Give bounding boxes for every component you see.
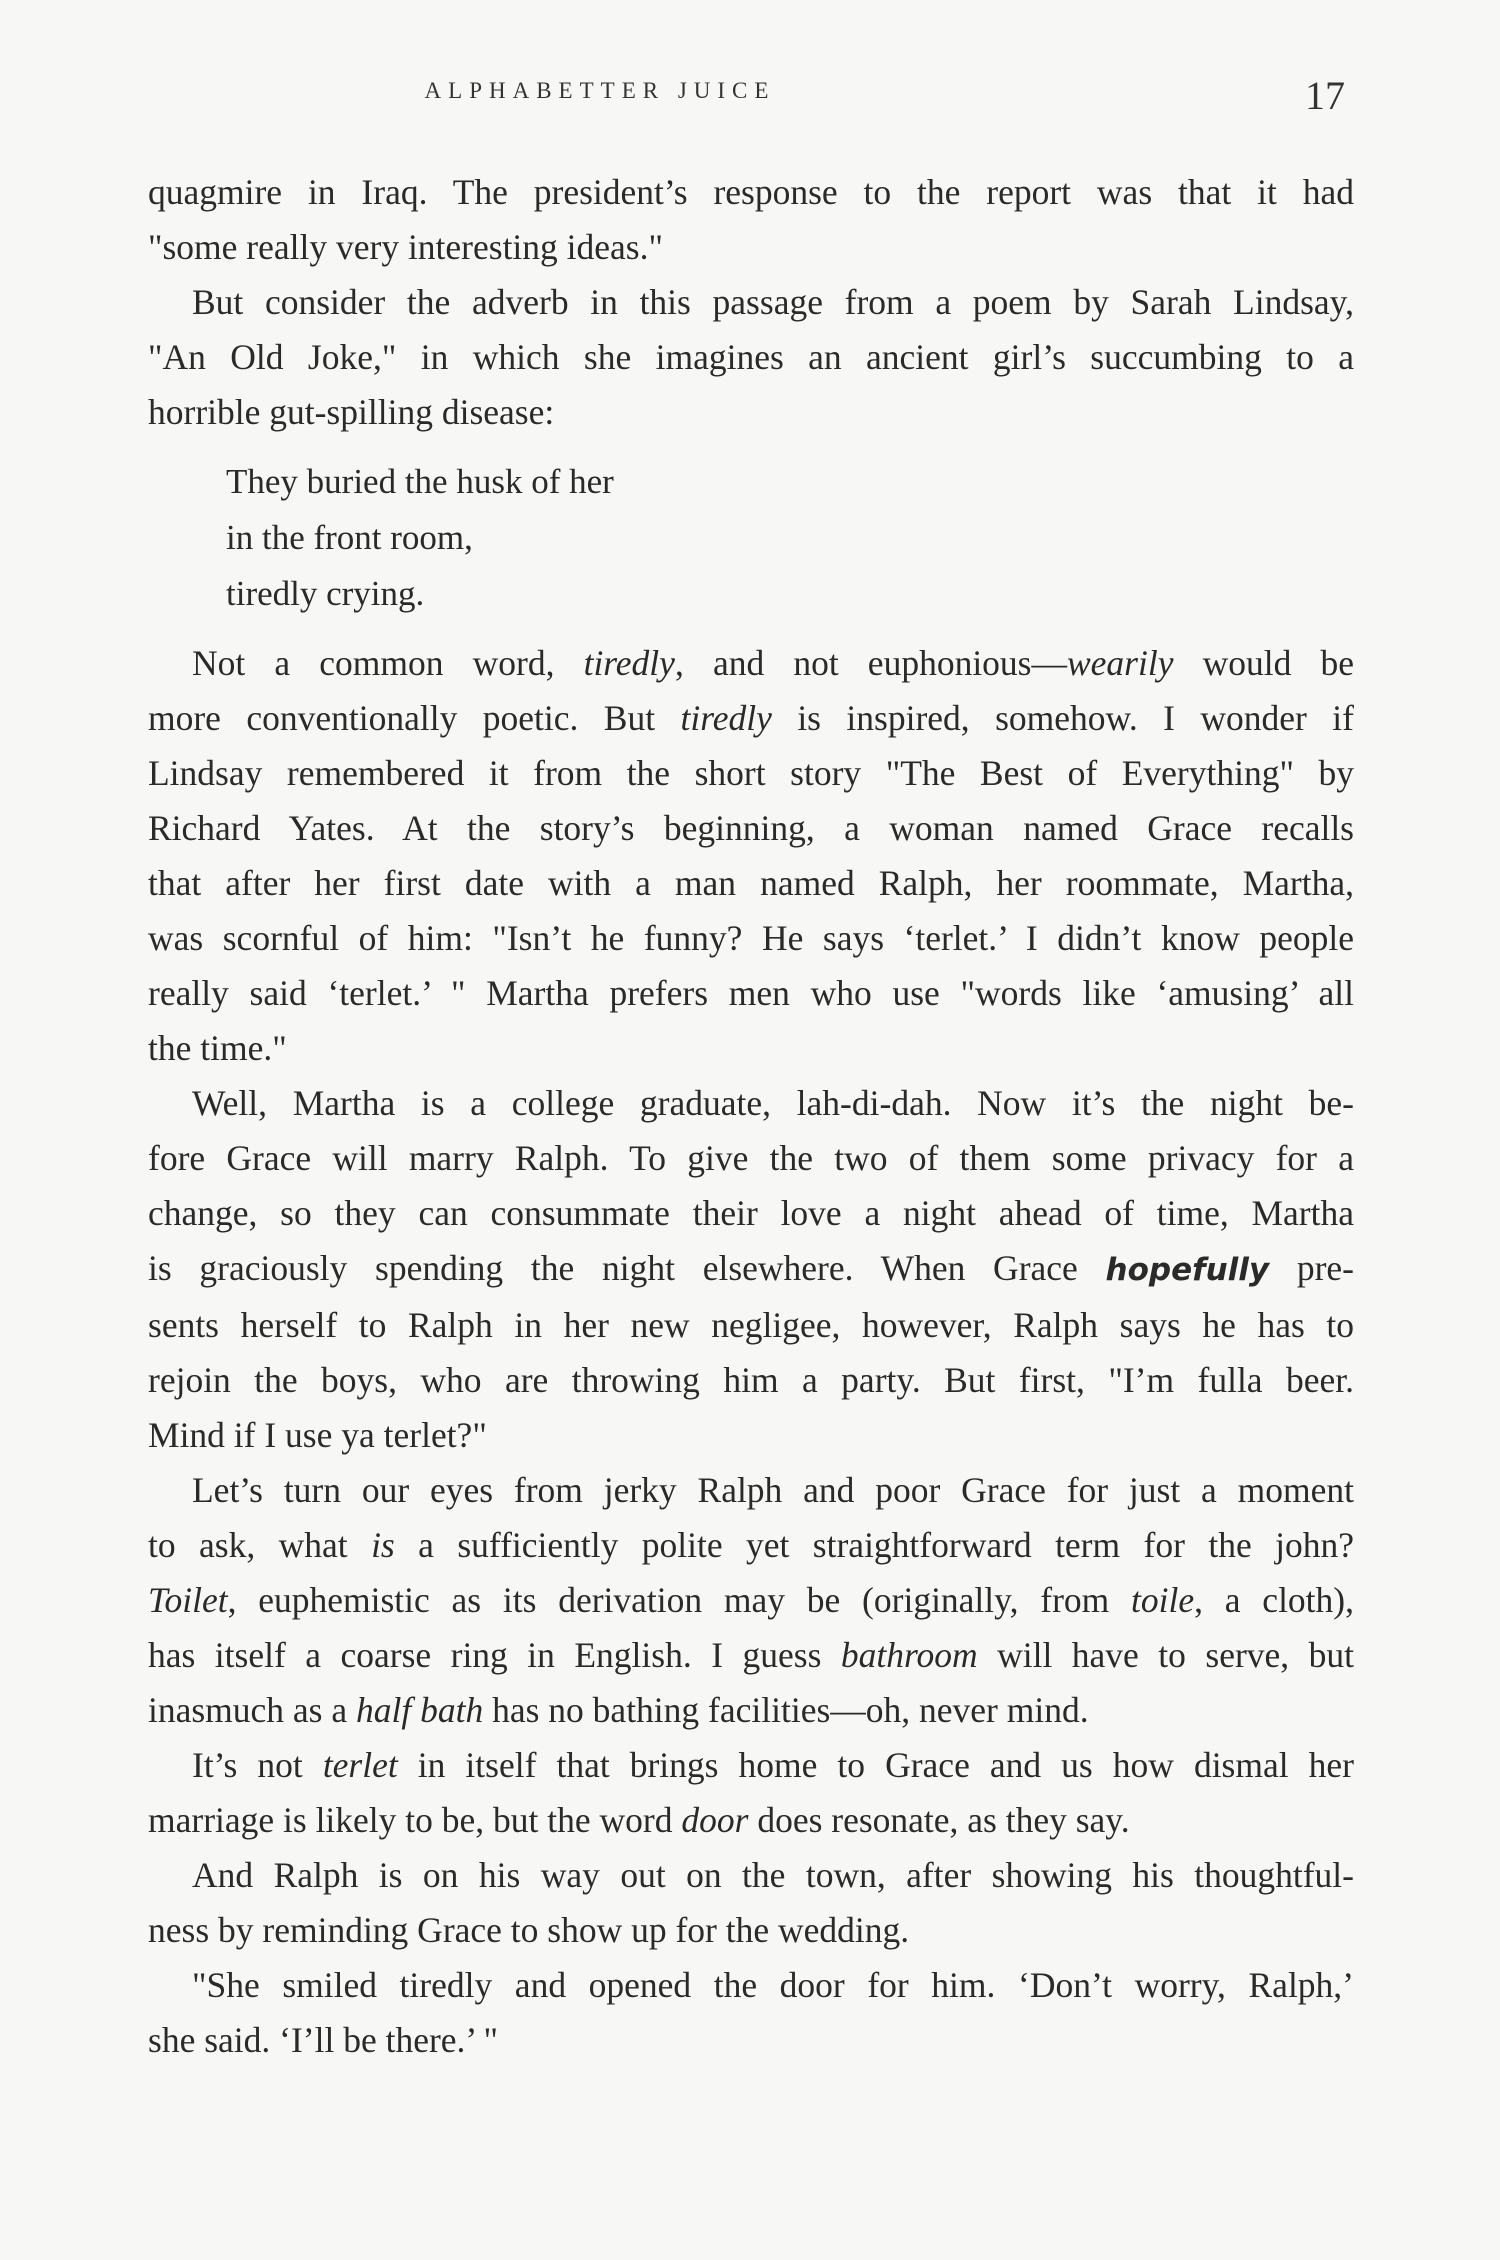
italic-word: is bbox=[371, 1525, 395, 1565]
italic-word: Toilet bbox=[148, 1580, 228, 1620]
text-run: marriage is likely to be, but the word bbox=[148, 1800, 682, 1840]
text-run: is inspired, somehow. I wonder if bbox=[771, 698, 1354, 738]
paragraph-7 bbox=[148, 1848, 1354, 1958]
text-run: does resonate, as they say. bbox=[748, 1800, 1130, 1840]
text-line: Mind if I use ya terlet?" bbox=[148, 1415, 487, 1455]
text-run: would be bbox=[1173, 643, 1354, 683]
text-line: the time." bbox=[148, 1028, 287, 1068]
poem-line: They buried the husk of her bbox=[226, 462, 614, 501]
text-run: more conventionally poetic. But bbox=[148, 698, 681, 738]
running-head bbox=[0, 73, 1500, 118]
paragraph-8 bbox=[148, 1958, 1354, 2068]
text-line: Well, Martha is a college graduate, lah-di-dah. Now it’s the night be- bbox=[192, 1083, 1354, 1123]
text-line bbox=[148, 1573, 1354, 1628]
text-line: Lindsay remembered it from the short story "The Best of Everything" by bbox=[148, 753, 1354, 793]
text-line bbox=[148, 636, 1354, 691]
paragraph-4 bbox=[148, 1076, 1354, 1463]
text-line: change, so they can consummate their love a night ahead of time, Martha bbox=[148, 1193, 1354, 1233]
text-line bbox=[148, 1518, 1354, 1573]
poem-line: tiredly crying. bbox=[226, 574, 425, 613]
text-run: inasmuch as a bbox=[148, 1690, 357, 1730]
text-line: quagmire in Iraq. The president’s response to the report was that it had bbox=[148, 172, 1354, 212]
poem-line: in the front room, bbox=[226, 518, 473, 557]
text-line bbox=[148, 1738, 1354, 1793]
paragraph-1 bbox=[148, 165, 1354, 275]
text-line: "An Old Joke," in which she imagines an ancient girl’s succumbing to a bbox=[148, 337, 1354, 377]
paragraph-6 bbox=[148, 1738, 1354, 1848]
text-line: Richard Yates. At the story’s beginning, a woman named Grace recalls bbox=[148, 808, 1354, 848]
text-line bbox=[148, 1793, 1354, 1848]
text-run: pre- bbox=[1269, 1248, 1354, 1288]
page-number: 17 bbox=[1305, 73, 1345, 118]
italic-word: door bbox=[681, 1800, 749, 1840]
text-line: she said. ‘I’ll be there.’ " bbox=[148, 2020, 498, 2060]
text-line: was scornful of him: "Isn’t he funny? He says ‘terlet.’ I didn’t know people bbox=[148, 918, 1354, 958]
text-line: But consider the adverb in this passage from a poem by Sarah Lindsay, bbox=[192, 282, 1354, 322]
text-line: "She smiled tiredly and opened the door for him. ‘Don’t worry, Ralph,’ bbox=[192, 1965, 1354, 2005]
text-run: has no bathing facilities—oh, never mind. bbox=[483, 1690, 1089, 1730]
text-run: has itself a coarse ring in English. I guess bbox=[148, 1635, 841, 1675]
text-line: sents herself to Ralph in her new negligee, however, Ralph says he has to bbox=[148, 1305, 1354, 1345]
text-line bbox=[148, 691, 1354, 746]
text-line bbox=[148, 1683, 1354, 1738]
italic-word: tiredly bbox=[680, 698, 772, 738]
text-line: fore Grace will marry Ralph. To give the two of them some privacy for a bbox=[148, 1138, 1354, 1178]
italic-word: terlet bbox=[322, 1745, 398, 1785]
text-line: ness by reminding Grace to show up for the wedding. bbox=[148, 1910, 910, 1950]
italic-word: wearily bbox=[1067, 643, 1174, 683]
text-line: horrible gut-spilling disease: bbox=[148, 392, 555, 432]
paragraph-5 bbox=[148, 1463, 1354, 1738]
text-line: "some really very interesting ideas." bbox=[148, 227, 663, 267]
text-run: It’s not bbox=[192, 1745, 323, 1785]
italic-word: toile bbox=[1131, 1580, 1195, 1620]
text-line: Let’s turn our eyes from jerky Ralph and poor Grace for just a moment bbox=[192, 1470, 1354, 1510]
text-line: that after her first date with a man named Ralph, her roommate, Martha, bbox=[148, 863, 1354, 903]
text-line: rejoin the boys, who are throwing him a party. But first, "I’m fulla beer. bbox=[148, 1360, 1354, 1400]
text-run: in itself that brings home to Grace and us how dismal her bbox=[397, 1745, 1354, 1785]
text-line: really said ‘terlet.’ " Martha prefers men who use "words like ‘amusing’ all bbox=[148, 973, 1354, 1013]
book-title: ALPHABETTER JUICE bbox=[424, 78, 776, 103]
text-run: , and not euphonious— bbox=[674, 643, 1067, 683]
text-line bbox=[148, 1628, 1354, 1683]
italic-word: tiredly bbox=[583, 643, 675, 683]
text-run: , a cloth), bbox=[1194, 1580, 1354, 1620]
text-line bbox=[148, 1241, 1354, 1298]
text-run: , euphemistic as its derivation may be (originally, from bbox=[227, 1580, 1132, 1620]
poem-quote bbox=[226, 454, 1354, 622]
text-run: is graciously spending the night elsewhere. When Grace bbox=[148, 1248, 1106, 1288]
paragraph-3 bbox=[148, 636, 1354, 1076]
text-run: a sufficiently polite yet straightforward term for the john? bbox=[394, 1525, 1354, 1565]
text-line: And Ralph is on his way out on the town, after showing his thoughtful- bbox=[192, 1855, 1354, 1895]
text-run: Not a common word, bbox=[192, 643, 584, 683]
bold-entry-word: hopefully bbox=[1105, 1252, 1270, 1288]
italic-word: bathroom bbox=[840, 1635, 978, 1675]
text-run: to ask, what bbox=[148, 1525, 372, 1565]
text-run: will have to serve, but bbox=[977, 1635, 1354, 1675]
paragraph-2 bbox=[148, 275, 1354, 440]
italic-word: half bath bbox=[356, 1690, 484, 1730]
body-text bbox=[148, 165, 1354, 2068]
